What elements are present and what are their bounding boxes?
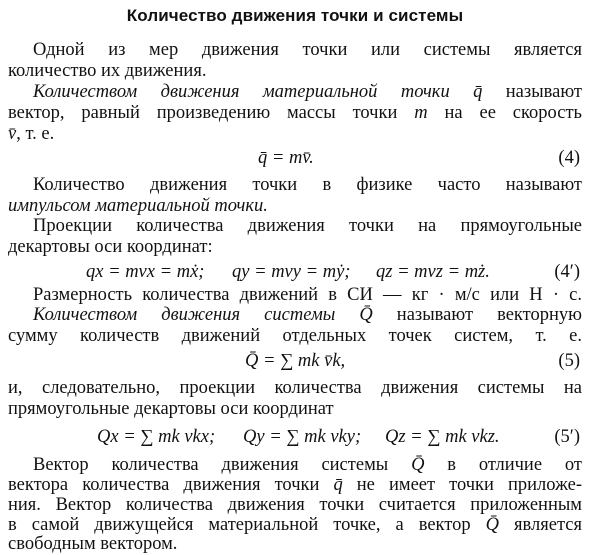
paragraph-8-line-2-b: не имеет точки приложе- [342,475,582,495]
symbol-system-momentum: Q̄ [411,455,425,475]
paragraph-4-line-1: Проекции количества движения точки на прямоугольные [33,216,582,236]
paragraph-6-line-1 [33,305,582,326]
paragraph-2-line-2 [8,103,582,124]
paragraph-3-line-2: импульсом материальной точки. [8,196,268,216]
equation-5-formula: Q̄ = ∑ mk v̄k, [245,351,346,371]
equation-5-prime-number: (5′) [554,427,580,447]
equation-5-prime-z: Qz = ∑ mk vkz. [385,427,500,447]
paragraph-8-line-1-a: Вектор количества движения системы [33,455,412,475]
paragraph-4-line-2: декартовы оси координат: [8,237,213,257]
paragraph-7-line-1: и, следовательно, проекции количества движения системы на [8,378,582,398]
paragraph-8-line-4-b: является [499,515,582,535]
paragraph-2-line-1-rest: называют [482,82,582,102]
paragraph-2-line-3 [8,124,582,145]
paragraph-8-line-1 [33,455,582,476]
paragraph-8-line-4-a: в самой движущейся материальной точке, а вектор [8,515,486,535]
equation-5-prime-y: Qy = ∑ mk vky; [243,427,362,447]
equation-4-prime-y: qy = mvy = mẏ; [232,262,351,282]
paragraph-3-line-1: Количество движения точки в физике часто называют [33,175,582,195]
paragraph-2-line-2-a: вектор, равный произведению массы точки [8,103,415,123]
paragraph-8-line-2-a: вектора количества движения точки [8,475,334,495]
paragraph-2-line-2-b: на ее скорость [427,103,582,123]
paragraph-8-line-4 [8,515,582,536]
symbol-point-momentum: q̄ [333,475,343,495]
equation-4-number: (4) [558,148,580,168]
paragraph-8-line-2 [8,475,582,496]
equation-4-prime-number: (4′) [554,262,580,282]
paragraph-6-line-2: сумму количеств движений отдельных точек систем, т. е. [8,326,582,346]
equation-4-prime-x: qx = mvx = mẋ; [86,262,205,282]
equation-5-prime-x: Qx = ∑ mk vkx; [97,427,216,447]
term-system-momentum: Количеством движения системы Q̄ [33,305,373,325]
paragraph-2-line-3-rest: , т. е. [16,124,55,144]
paragraph-2-line-1 [33,82,582,103]
paragraph-1-line-2: количество их движения. [8,61,207,81]
page-title: Количество движения точки и системы [126,6,464,25]
paragraph-6-line-1-rest: называют векторную [372,305,582,325]
symbol-velocity: v̄ [8,124,17,144]
paragraph-7-line-2: прямоугольные декартовы оси координат [8,399,334,419]
equation-4-prime-z: qz = mvz = mż. [376,262,490,282]
equation-4-formula: q̄ = mv̄. [258,148,314,168]
symbol-mass: m [414,103,428,123]
paragraph-8-line-3: ния. Вектор количества движения точки считается приложенным [8,495,582,515]
paragraph-8-line-1-b: в отличие от [424,455,582,475]
paragraph-8-line-5: свободным вектором. [8,534,178,554]
equation-5-number: (5) [558,351,580,371]
symbol-system-momentum-2: Q̄ [485,515,500,535]
paragraph-5-line-1: Размерность количества движений в СИ — кг · м/с или Н · с. [33,285,582,305]
term-point-momentum: Количеством движения материальной точки q̄ [33,82,483,102]
paragraph-1-line-1: Одной из мер движения точки или системы является [33,40,582,60]
